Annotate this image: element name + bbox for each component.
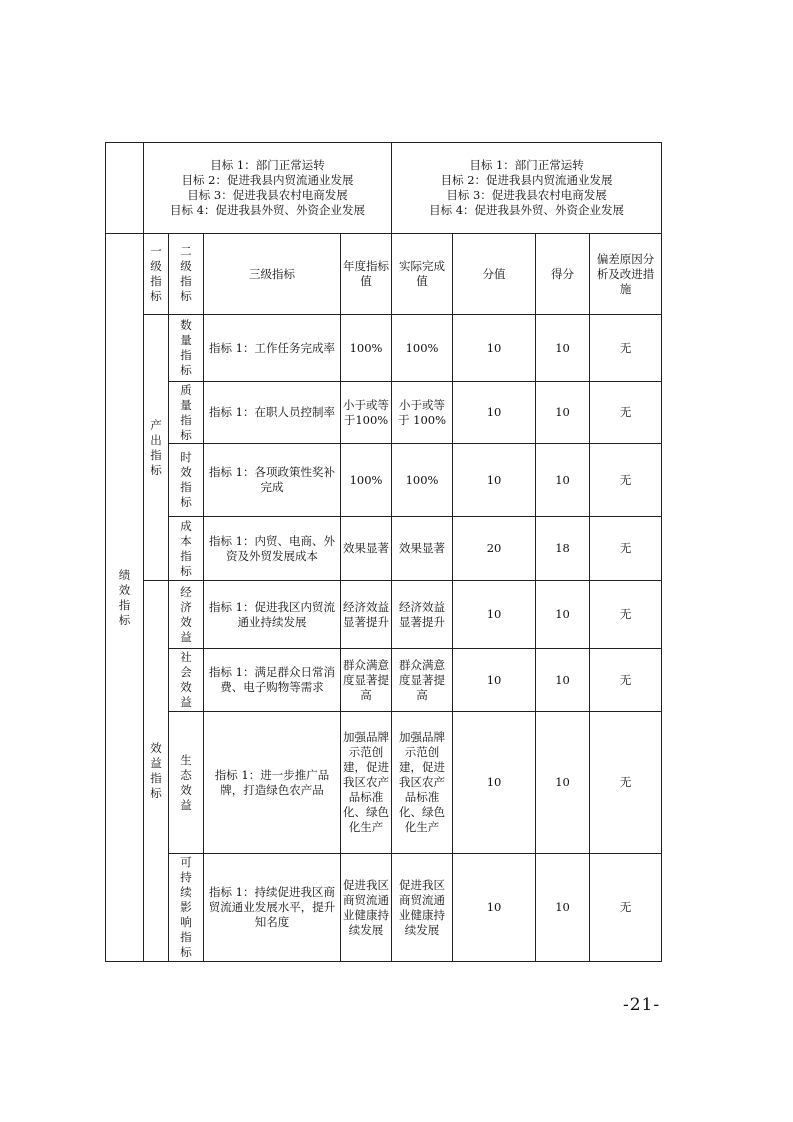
points-cell: 10 [453, 649, 536, 712]
points-cell: 10 [453, 712, 536, 854]
score-cell: 10 [536, 854, 590, 962]
level2-cell: 经济效益 [169, 581, 204, 649]
table-row [106, 517, 662, 581]
target-cell: 100% [341, 315, 392, 382]
level3-cell: 指标 1：进一步推广品牌，打造绿色农产品 [204, 712, 341, 854]
score-cell: 10 [536, 382, 590, 444]
deviation-cell: 无 [590, 517, 662, 581]
header-level2: 二级指标 [169, 234, 204, 315]
target-cell: 促进我区商贸流通业健康持续发展 [341, 854, 392, 962]
points-cell: 10 [453, 444, 536, 517]
score-cell: 10 [536, 444, 590, 517]
table-row [106, 712, 662, 854]
actual-goals-cell [392, 143, 662, 234]
table-row [106, 581, 662, 649]
header-deviation: 偏差原因分析及改进措施 [590, 234, 662, 315]
actual-cell: 群众满意度显著提高 [392, 649, 453, 712]
goal-line: 目标 4：促进我县外贸、外资企业发展 [429, 203, 625, 217]
actual-cell: 小于或等于 100% [392, 382, 453, 444]
deviation-cell: 无 [590, 444, 662, 517]
header-level3: 三级指标 [204, 234, 341, 315]
points-cell: 10 [453, 581, 536, 649]
group-label: 效益指标 [150, 741, 162, 800]
page-number: -21- [623, 995, 661, 1015]
section-label: 绩效指标 [118, 567, 131, 627]
header-score: 得分 [536, 234, 590, 315]
deviation-cell: 无 [590, 649, 662, 712]
score-cell: 10 [536, 315, 590, 382]
goal-line: 目标 1：部门正常运转 [469, 158, 584, 172]
points-cell: 10 [453, 382, 536, 444]
level3-cell: 指标 1：内贸、电商、外资及外贸发展成本 [204, 517, 341, 581]
target-cell: 小于或等于100% [341, 382, 392, 444]
target-cell: 加强品牌示范创建，促进我区农产品标准化、绿色化生产 [341, 712, 392, 854]
target-cell: 效果显著 [341, 517, 392, 581]
level3-cell: 指标 1：满足群众日常消费、电子购物等需求 [204, 649, 341, 712]
goal-line: 目标 1：部门正常运转 [210, 158, 325, 172]
target-cell: 经济效益显著提升 [341, 581, 392, 649]
level3-cell: 指标 1：持续促进我区商贸流通业发展水平，提升知名度 [204, 854, 341, 962]
actual-cell: 经济效益显著提升 [392, 581, 453, 649]
level2-cell: 成本指标 [169, 517, 204, 581]
deviation-cell: 无 [590, 712, 662, 854]
level3-cell: 指标 1：促进我区内贸流通业持续发展 [204, 581, 341, 649]
level3-cell: 指标 1：工作任务完成率 [204, 315, 341, 382]
level2-cell: 可持续影响指标 [169, 854, 204, 962]
points-cell: 10 [453, 854, 536, 962]
goals-row [106, 143, 662, 234]
section-label-cell [106, 234, 144, 962]
level2-cell: 时效指标 [169, 444, 204, 517]
table-row [106, 315, 662, 382]
goal-line: 目标 2：促进我县内贸流通业发展 [440, 173, 613, 187]
goal-line: 目标 4：促进我县外贸、外资企业发展 [170, 203, 366, 217]
deviation-cell: 无 [590, 854, 662, 962]
performance-table [105, 142, 662, 962]
table-row [106, 649, 662, 712]
table-row [106, 854, 662, 962]
goal-line: 目标 2：促进我县内贸流通业发展 [181, 173, 354, 187]
score-cell: 18 [536, 517, 590, 581]
planned-goals-cell [144, 143, 392, 234]
header-target: 年度指标值 [341, 234, 392, 315]
score-cell: 10 [536, 649, 590, 712]
actual-cell: 效果显著 [392, 517, 453, 581]
level3-cell: 指标 1：在职人员控制率 [204, 382, 341, 444]
group-label: 产出指标 [150, 417, 162, 477]
deviation-cell: 无 [590, 382, 662, 444]
level3-cell: 指标 1：各项政策性奖补完成 [204, 444, 341, 517]
header-points: 分值 [453, 234, 536, 315]
goal-line: 目标 3：促进我县农村电商发展 [187, 188, 348, 202]
target-cell: 群众满意度显著提高 [341, 649, 392, 712]
header-level1: 一级指标 [144, 234, 169, 315]
actual-cell: 加强品牌示范创建，促进我区农产品标准化、绿色化生产 [392, 712, 453, 854]
actual-cell: 促进我区商贸流通业健康持续发展 [392, 854, 453, 962]
score-cell: 10 [536, 581, 590, 649]
header-row [106, 234, 662, 315]
group-label-cell [144, 315, 169, 581]
deviation-cell: 无 [590, 315, 662, 382]
level2-cell: 生态效益 [169, 712, 204, 854]
deviation-cell: 无 [590, 581, 662, 649]
table-row [106, 444, 662, 517]
actual-cell: 100% [392, 444, 453, 517]
target-cell: 100% [341, 444, 392, 517]
actual-cell: 100% [392, 315, 453, 382]
level2-cell: 数量指标 [169, 315, 204, 382]
table-row [106, 382, 662, 444]
goals-blank-cell [106, 143, 144, 234]
score-cell: 10 [536, 712, 590, 854]
points-cell: 10 [453, 315, 536, 382]
header-actual: 实际完成值 [392, 234, 453, 315]
points-cell: 20 [453, 517, 536, 581]
goal-line: 目标 3：促进我县农村电商发展 [446, 188, 607, 202]
level2-cell: 社会效益 [169, 649, 204, 712]
level2-cell: 质量指标 [169, 382, 204, 444]
group-label-cell [144, 581, 169, 962]
